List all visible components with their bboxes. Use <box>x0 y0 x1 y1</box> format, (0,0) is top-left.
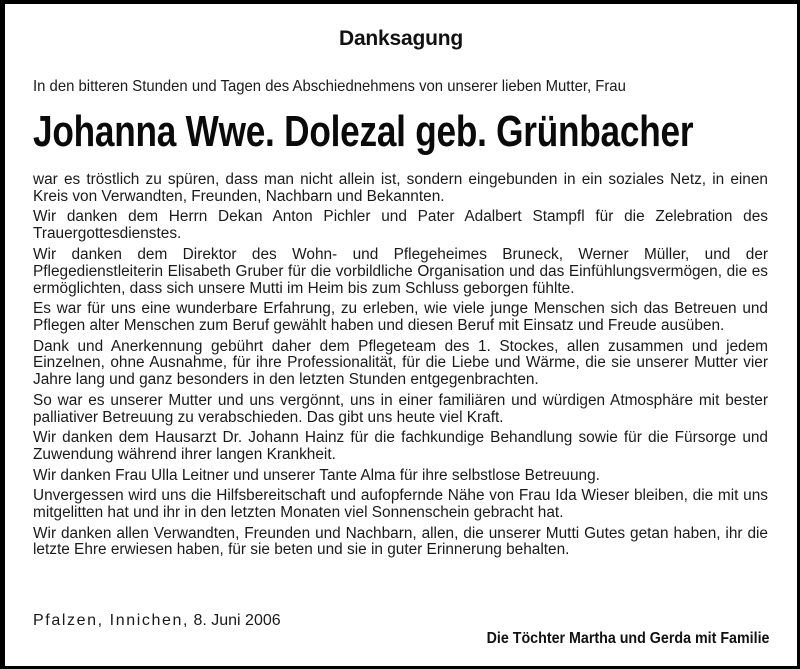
notice-heading: Danksagung <box>338 27 464 50</box>
date: 8. Juni 2006 <box>193 612 281 629</box>
paragraph: Wir danken dem Herrn Dekan Anton Pichler und Pater Adalbert Stampfl für die Zelebration des Trauergottesdienstes. <box>33 208 768 243</box>
place: Pfalzen, Innichen, <box>33 612 189 629</box>
obituary-card <box>5 4 797 666</box>
paragraph: So war es unserer Mutter und uns vergönnt, uns in einer familiären und würdigen Atmosphäre mit bester palliativer Betreuung zu verabschieden. Das gibt uns heute viel Kraft. <box>33 391 768 426</box>
paragraph: Wir danken dem Direktor des Wohn- und Pflegeheimes Bruneck, Werner Müller, und der Pflegedienstleiterin Elisabeth Gruber für die vorbildliche Organisation und das Einfühlungsvermögen, die es ermöglichten, dass sich unsere Mutti im Heim bis zum Schluss geborgen fühlte. <box>33 245 768 297</box>
signature: Die Töchter Martha und Gerda mit Familie <box>486 630 769 647</box>
paragraph: Dank und Anerkennung gebührt daher dem Pflegeteam des 1. Stockes, allen zusammen und jedem Einzelnen, ohne Ausnahme, für ihre Professionalität, für die Liebe und Wärme, die sie unserer Mutter vier Jahre lang und ganz besonders in den letzten Stunden entgegenbrachten. <box>33 337 768 389</box>
deceased-name: Johanna Wwe. Dolezal geb. Grünbacher <box>33 107 694 156</box>
paragraph: Unvergessen wird uns die Hilfsbereitschaft und aufopfernde Nähe von Frau Ida Wieser bleiben, die mit uns mitgelitten hat und ihr in den letzten Monaten viel Sonnenschein gebracht hat. <box>33 487 768 522</box>
thanks-body <box>33 172 768 563</box>
place-and-date <box>33 612 281 630</box>
paragraph: Es war für uns eine wunderbare Erfahrung, zu erleben, wie viele junge Menschen sich das Betreuen und Pflegen alter Menschen zum Beruf gewählt haben und diesen Beruf mit Einsatz und Freude ausüben. <box>33 300 768 335</box>
paragraph: Wir danken dem Hausarzt Dr. Johann Hainz für die fachkundige Behandlung sowie für die Fürsorge und Zuwendung während ihrer langen Krankheit. <box>33 429 768 464</box>
intro-line: In den bitteren Stunden und Tagen des Abschiednehmens von unserer lieben Mutter, Frau <box>33 78 626 95</box>
paragraph: Wir danken allen Verwandten, Freunden und Nachbarn, allen, die unserer Mutti Gutes getan haben, ihr die letzte Ehre erwiesen haben, für sie beten und sie in guter Erinnerung behalten. <box>33 524 768 559</box>
paragraph: war es tröstlich zu spüren, dass man nicht allein ist, sondern eingebunden in ein soziales Netz, in einen Kreis von Verwandten, Freunden, Nachbarn und Bekannten. <box>33 171 768 205</box>
paragraph: Wir danken Frau Ulla Leitner und unserer Tante Alma für ihre selbstlose Betreuung. <box>33 466 600 484</box>
